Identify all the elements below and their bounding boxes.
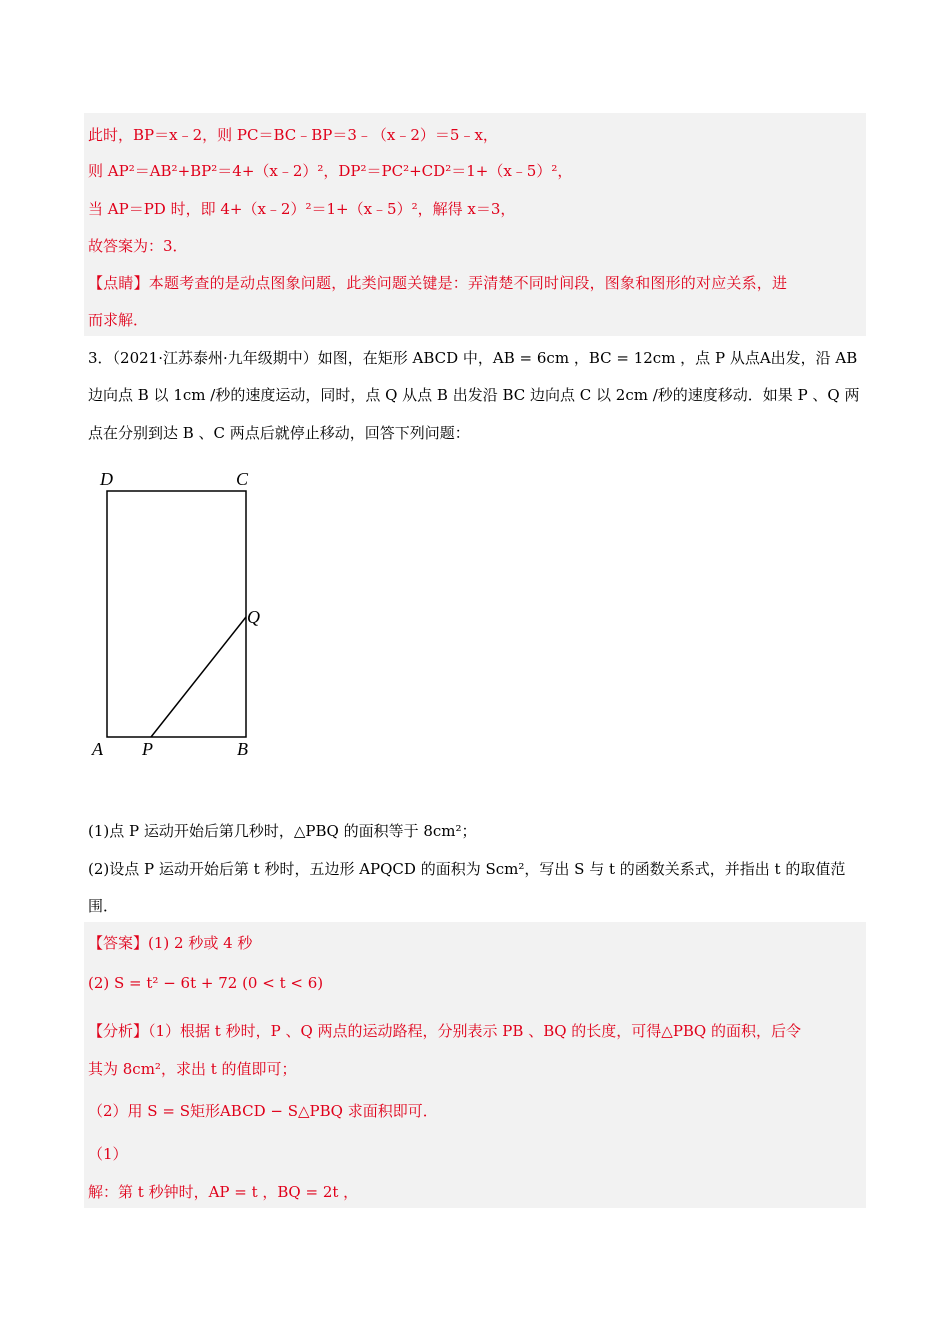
dianjing-line-2: 而求解． <box>88 311 149 329</box>
problem3-line-3: 点在分别到达 B 、C 两点后就停止移动，回答下列问题： <box>88 424 470 442</box>
analysis-line-5: 解：第 t 秒钟时，AP = t ，BQ = 2t ， <box>88 1183 359 1201</box>
label-b: B <box>237 739 248 759</box>
rectangle-figure <box>85 465 285 765</box>
problem3-line-2: 边向点 B 以 1cm /秒的速度运动，同时，点 Q 从点 B 出发沿 BC 边向点 C 以 2cm /秒的速度移动．如果 P 、Q 两 <box>88 386 860 404</box>
analysis-line-1: 【分析】（1）根据 t 秒时，P 、Q 两点的运动路程，分别表示 PB 、BQ 的长度，可得△PBQ 的面积，后令 <box>88 1022 801 1040</box>
analysis-line-3: （2）用 S = S矩形ABCD − S△PBQ 求面积即可． <box>88 1102 438 1120</box>
analysis-line-4: （1） <box>88 1145 128 1163</box>
label-c: C <box>236 469 249 489</box>
analysis-line-2: 其为 8cm²，求出 t 的值即可； <box>88 1060 297 1078</box>
label-d: D <box>100 469 113 489</box>
solution-line-4: 故答案为：3． <box>88 237 188 255</box>
segment-pq <box>151 617 246 737</box>
solution-line-2: 则 AP²＝AB²+BP²＝4+（x﹣2）²，DP²＝PC²+CD²＝1+（x﹣5）²， <box>88 162 573 180</box>
label-p: P <box>142 739 153 759</box>
answer-line-2: (2) S = t² − 6t + 72 (0 < t < 6) <box>88 974 324 992</box>
question-2-line-1: (2)设点 P 运动开始后第 t 秒时，五边形 APQCD 的面积为 Scm²，写出 S 与 t 的函数关系式，并指出 t 的取值范 <box>88 860 846 878</box>
solution-line-1: 此时，BP＝x﹣2，则 PC＝BC﹣BP＝3﹣（x﹣2）＝5﹣x， <box>88 126 498 144</box>
solution-line-3: 当 AP＝PD 时，即 4+（x﹣2）²＝1+（x﹣5）²，解得 x＝3， <box>88 200 516 218</box>
label-q: Q <box>247 607 260 627</box>
dianjing-line-1: 【点睛】本题考查的是动点图象问题，此类问题关键是：弄清楚不同时间段，图象和图形的对应关系，进 <box>88 274 788 292</box>
question-1: (1)点 P 运动开始后第几秒时，△PBQ 的面积等于 8cm²； <box>88 822 477 840</box>
rectangle-abcd <box>107 491 246 737</box>
answer-line-1: 【答案】(1) 2 秒或 4 秒 <box>88 934 253 952</box>
previous-solution-block <box>84 113 866 336</box>
problem3-line-1: 3．（2021·江苏泰州·九年级期中）如图，在矩形 ABCD 中，AB = 6cm ，BC = 12cm ，点 P 从点A出发，沿 AB <box>88 349 858 367</box>
label-a: A <box>92 739 103 759</box>
question-2-line-2: 围． <box>88 897 119 915</box>
